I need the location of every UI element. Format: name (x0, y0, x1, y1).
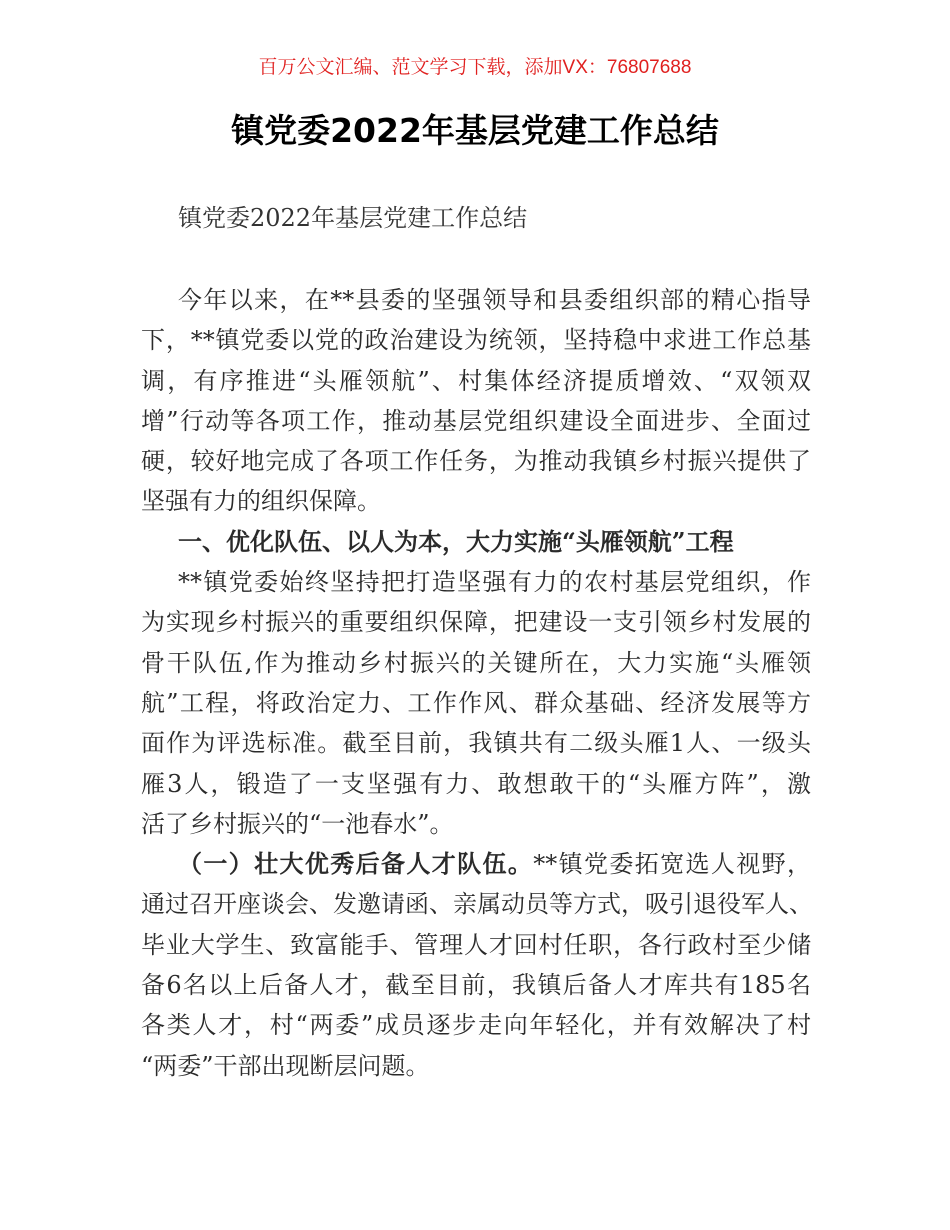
text-line: 航”工程，将政治定力、工作作风、群众基础、经济发展等方 (141, 688, 811, 717)
text-line: 调，有序推进“头雁领航”、村集体经济提质增效、“双领双 (141, 366, 811, 395)
text-line: 活了乡村振兴的“一池春水”。 (141, 809, 454, 838)
text-line: 硬，较好地完成了各项工作任务，为推动我镇乡村振兴提供了 (141, 447, 811, 476)
text-line: 骨干队伍,作为推动乡村振兴的关键所在，大力实施“头雁领 (141, 648, 811, 677)
subsection-lead: （一）壮大优秀后备人才队伍。 (178, 849, 534, 879)
document-subtitle: 镇党委2022年基层党建工作总结 (178, 204, 528, 232)
text-line: 增”行动等各项工作，推动基层党组织建设全面进步、全面过 (141, 406, 811, 435)
document-body (141, 280, 811, 1086)
text-line: 备6名以上后备人才，截至目前，我镇后备人才库共有185名 (141, 971, 811, 1000)
text-line: “两委”干部出现断层问题。 (141, 1051, 430, 1080)
text-line: 坚强有力的组织保障。 (141, 487, 381, 516)
text-line: 下，**镇党委以党的政治建设为统领，坚持稳中求进工作总基 (141, 326, 811, 355)
paragraph-subsection-1 (141, 844, 811, 1086)
paragraph-intro (141, 280, 811, 522)
text-line (141, 844, 811, 884)
text-line: 各类人才，村“两委”成员逐步走向年轻化，并有效解决了村 (141, 1011, 811, 1040)
document-title: 镇党委2022年基层党建工作总结 (231, 111, 719, 150)
text-line: 通过召开座谈会、发邀请函、亲属动员等方式，吸引退役军人、 (141, 890, 813, 919)
paragraph-section-1 (141, 562, 811, 844)
text-line: 今年以来，在**县委的坚强领导和县委组织部的精心指导 (178, 286, 811, 314)
text-line: **镇党委始终坚持把打造坚强有力的农村基层党组织，作 (178, 568, 811, 597)
text-line: 雁3人，锻造了一支坚强有力、敢想敢干的“头雁方阵”，激 (141, 769, 811, 798)
text-line: 面作为评选标准。截至目前，我镇共有二级头雁1人、一级头 (141, 729, 811, 758)
text-line: 为实现乡村振兴的重要组织保障，把建设一支引领乡村发展的 (141, 608, 811, 637)
section-heading-1: 一、优化队伍、以人为本，大力实施“头雁领航”工程 (178, 526, 734, 556)
download-banner: 百万公文汇编、范文学习下载，添加VX：76807688 (258, 57, 692, 78)
text-line: 毕业大学生、致富能手、管理人才回村任职，各行政村至少储 (141, 930, 811, 959)
text-span: **镇党委拓宽选人视野， (533, 850, 811, 879)
